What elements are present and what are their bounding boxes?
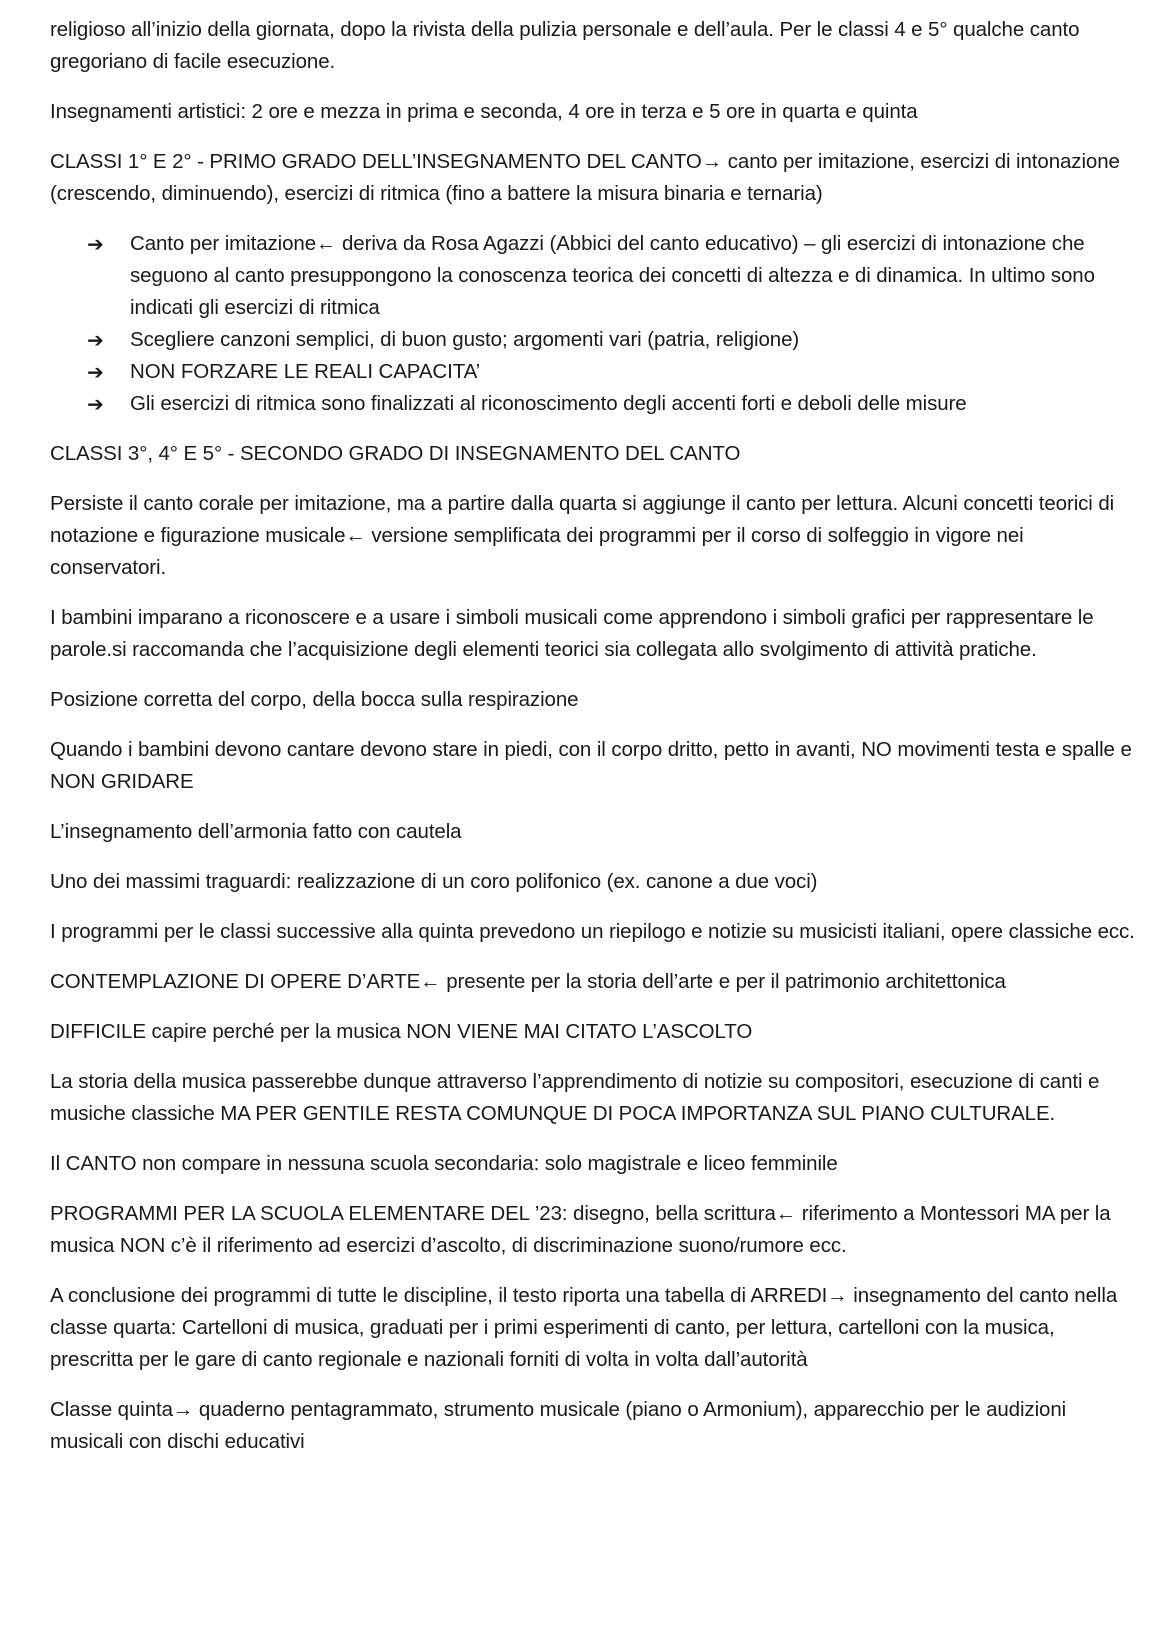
paragraph: I bambini imparano a riconoscere e a usare i simboli musicali come apprendono i simboli grafici per rappresentare le parole.si raccomanda che l’acquisizione degli elementi teorici sia collegata allo svolgimento di attività pratiche. [50,606,1094,661]
right-arrow-icon: ➔ [87,392,104,416]
paragraph: PROGRAMMI PER LA SCUOLA ELEMENTARE DEL ’23: disegno, bella scrittura← riferimento a Montessori MA per la musica NON c’è il riferimento ad esercizi d’ascolto, di discriminazione suono/rumore ecc. [50,1202,1111,1257]
paragraph: I programmi per le classi successive alla quinta prevedono un riepilogo e notizie su musicisti italiani, opere classiche ecc. [50,920,1135,943]
right-arrow-icon: ➔ [87,328,104,352]
paragraph: La storia della musica passerebbe dunque attraverso l’apprendimento di notizie su compositori, esecuzione di canti e musiche classiche MA PER GENTILE RESTA COMUNQUE DI POCA IMPORTANZA SUL PIANO CULTURALE. [50,1070,1100,1125]
list-item-text: NON FORZARE LE REALI CAPACITA’ [130,360,481,383]
right-arrow-icon: ➔ [87,360,104,384]
list-item-text: Scegliere canzoni semplici, di buon gusto; argomenti vari (patria, religione) [130,328,800,351]
right-arrow-icon: ➔ [87,232,104,256]
paragraph-classi-1-2: CLASSI 1° E 2° - PRIMO GRADO DELL’INSEGNAMENTO DEL CANTO→ canto per imitazione, esercizi di intonazione (crescendo, diminuendo), esercizi di ritmica (fino a battere la misura binaria e ternaria) [50,150,1120,205]
paragraph: DIFFICILE capire perché per la musica NON VIENE MAI CITATO L’ASCOLTO [50,1020,753,1043]
paragraph: Quando i bambini devono cantare devono stare in piedi, con il corpo dritto, petto in avanti, NO movimenti testa e spalle e NON GRIDARE [50,738,1132,793]
paragraph: L’insegnamento dell’armonia fatto con cautela [50,820,462,843]
paragraph: CONTEMPLAZIONE DI OPERE D’ARTE← presente per la storia dell’arte e per il patrimonio architettonica [50,970,1006,993]
list-item-text: Gli esercizi di ritmica sono finalizzati al riconoscimento degli accenti forti e deboli delle misure [130,392,967,415]
paragraph: Il CANTO non compare in nessuna scuola secondaria: solo magistrale e liceo femminile [50,1152,838,1175]
list-item [50,356,1140,388]
paragraph: religioso all’inizio della giornata, dopo la rivista della pulizia personale e dell’aula. Per le classi 4 e 5° qualche canto gregoriano di facile esecuzione. [50,18,1080,73]
document-page [50,14,1140,1476]
list-item [50,324,1140,356]
bullet-list [50,228,1140,420]
paragraph: Posizione corretta del corpo, della bocca sulla respirazione [50,688,579,711]
paragraph: Insegnamenti artistici: 2 ore e mezza in prima e seconda, 4 ore in terza e 5 ore in quarta e quinta [50,100,918,123]
list-item-text: Canto per imitazione← deriva da Rosa Agazzi (Abbici del canto educativo) – gli esercizi di intonazione che seguono al canto presuppongono la conoscenza teorica dei concetti di altezza e di dinamica. In ultimo sono indicati gli esercizi di ritmica [130,232,1095,319]
paragraph: Persiste il canto corale per imitazione, ma a partire dalla quarta si aggiunge il canto per lettura. Alcuni concetti teorici di notazione e figurazione musicale← versione semplificata dei programmi per il corso di solfeggio in vigore nei conservatori. [50,492,1115,579]
paragraph: Uno dei massimi traguardi: realizzazione di un coro polifonico (ex. canone a due voci) [50,870,818,893]
list-item [50,228,1140,324]
paragraph-classi-3-4-5: CLASSI 3°, 4° E 5° - SECONDO GRADO DI INSEGNAMENTO DEL CANTO [50,442,741,465]
list-item [50,388,1140,420]
paragraph: Classe quinta→ quaderno pentagrammato, strumento musicale (piano o Armonium), apparecchio per le audizioni musicali con dischi educativi [50,1398,1067,1453]
paragraph: A conclusione dei programmi di tutte le discipline, il testo riporta una tabella di ARREDI→ insegnamento del canto nella classe quarta: Cartelloni di musica, graduati per i primi esperimenti di canto, per lettura, cartelloni con la musica, prescritta per le gare di canto regionale e nazionali forniti di volta in volta dall’autorità [50,1284,1118,1371]
